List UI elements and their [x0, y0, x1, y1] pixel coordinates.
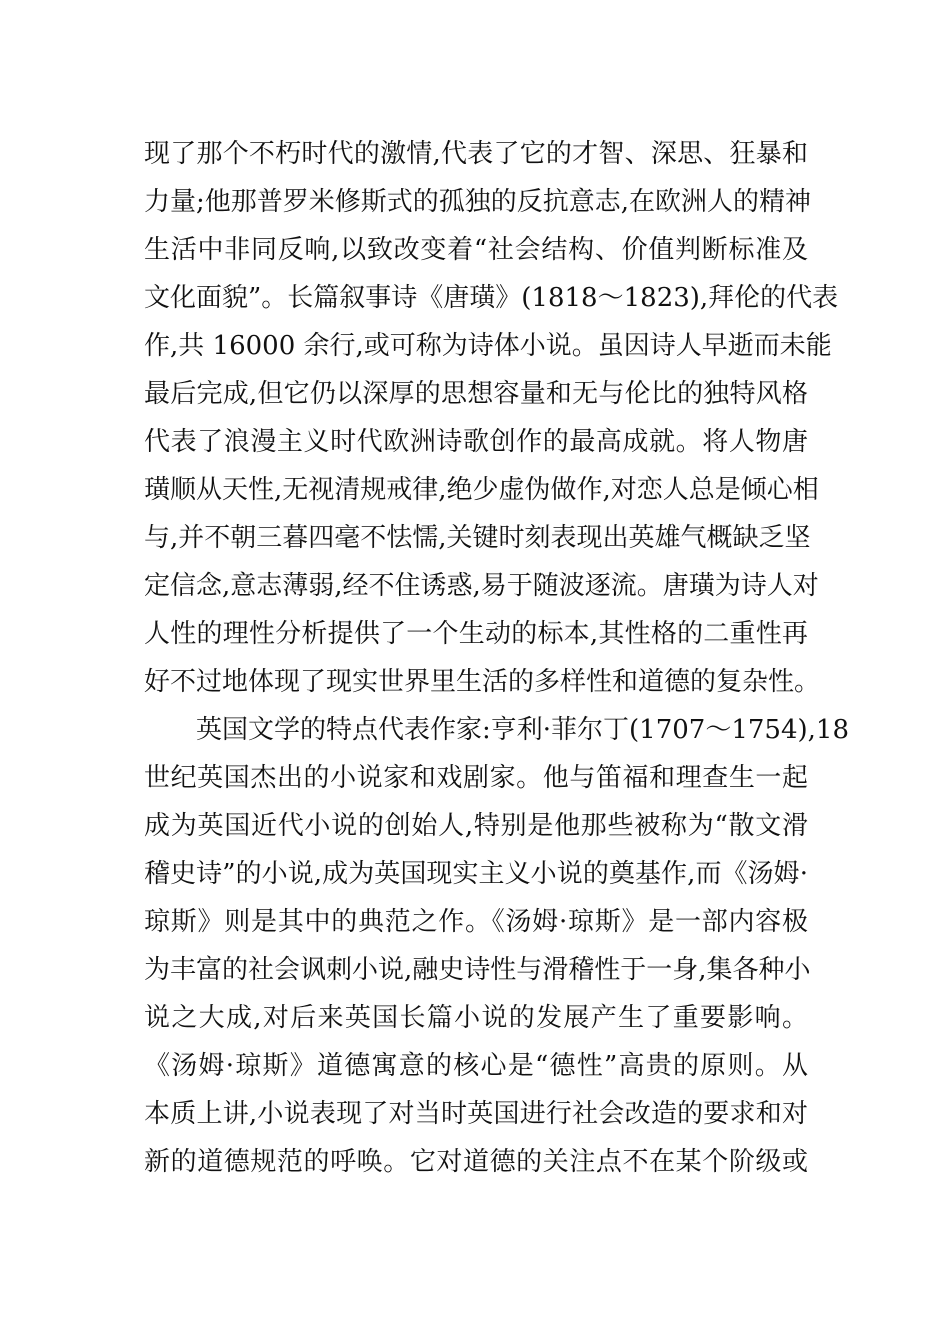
text-line: 英国文学的特点代表作家:亨利·菲尔丁(1707～1754),18	[196, 715, 849, 745]
text-line: 稽史诗”的小说,成为英国现实主义小说的奠基作,而《汤姆·	[144, 859, 808, 889]
text-line: 琼斯》则是其中的典范之作。《汤姆·琼斯》是一部内容极	[144, 907, 808, 937]
text-line: 为丰富的社会讽刺小说,融史诗性与滑稽性于一身,集各种小	[144, 955, 811, 985]
text-line: 世纪英国杰出的小说家和戏剧家。他与笛福和理查生一起	[144, 763, 808, 793]
text-line: 新的道德规范的呼唤。它对道德的关注点不在某个阶级或	[144, 1147, 808, 1177]
text-line: 好不过地体现了现实世界里生活的多样性和道德的复杂性。	[144, 667, 821, 697]
text-line: 文化面貌”。长篇叙事诗《唐璜》(1818～1823),拜伦的代表	[144, 283, 839, 313]
text-line: 代表了浪漫主义时代欧洲诗歌创作的最高成就。将人物唐	[144, 427, 808, 457]
text-line: 定信念,意志薄弱,经不住诱惑,易于随波逐流。唐璜为诗人对	[144, 571, 819, 601]
text-line: 璜顺从天性,无视清规戒律,绝少虚伪做作,对恋人总是倾心相	[144, 475, 819, 505]
text-line: 力量;他那普罗米修斯式的孤独的反抗意志,在欧洲人的精神	[144, 187, 812, 217]
document-page	[144, 130, 849, 1186]
text-line: 最后完成,但它仍以深厚的思想容量和无与伦比的独特风格	[144, 379, 808, 409]
text-line: 成为英国近代小说的创始人,特别是他那些被称为“散文滑	[144, 811, 808, 841]
text-line: 本质上讲,小说表现了对当时英国进行社会改造的要求和对	[144, 1099, 808, 1129]
text-line: 《汤姆·琼斯》道德寓意的核心是“德性”高贵的原则。从	[144, 1051, 808, 1081]
text-line: 现了那个不朽时代的激情,代表了它的才智、深思、狂暴和	[144, 139, 808, 169]
text-line: 作,共 16000 余行,或可称为诗体小说。虽因诗人早逝而未能	[144, 331, 832, 361]
text-line: 生活中非同反响,以致改变着“社会结构、价值判断标准及	[144, 235, 808, 265]
text-line: 人性的理性分析提供了一个生动的标本,其性格的二重性再	[144, 619, 808, 649]
text-line: 与,并不朝三暮四毫不怯懦,关键时刻表现出英雄气概缺乏坚	[144, 523, 811, 553]
paragraph-byron	[144, 130, 839, 706]
text-line: 说之大成,对后来英国长篇小说的发展产生了重要影响。	[144, 1003, 808, 1033]
paragraph-fielding	[144, 706, 849, 1186]
